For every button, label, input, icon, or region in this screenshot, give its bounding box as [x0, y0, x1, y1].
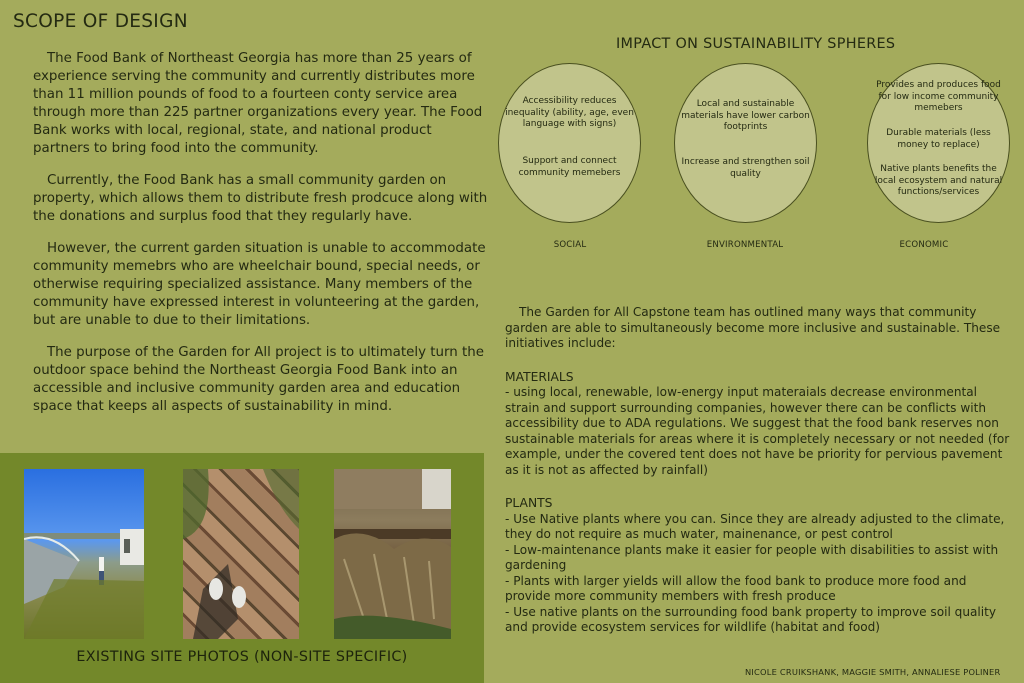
- social-text-a: Accessibility reduces inequality (ability, age, even language with signs): [505, 96, 634, 129]
- photos-caption: EXISTING SITE PHOTOS (NON-SITE SPECIFIC): [76, 649, 408, 665]
- sphere-label-social: SOCIAL: [553, 240, 587, 250]
- paragraph-garden-limitations: However, the current garden situation is unable to accommodate community memebrs who are wheelchair bound, special needs, or otherwise requiring specialized assistance. Many members of the community have expressed interest in volunteering at the garden, but are unable to due to their limitations.: [33, 241, 486, 328]
- economic-text-c: Native plants benefits the local ecosystem and natural functions/services: [874, 164, 1003, 197]
- authors-credit: NICOLE CRUIKSHANK, MAGGIE SMITH, ANNALIESE POLINER: [745, 667, 1001, 677]
- social-text-b: Support and connect community memebers: [518, 156, 621, 178]
- plants-item: - Plants with larger yields will allow the food bank to produce more food and provide more community members with fresh produce: [505, 573, 967, 603]
- paragraph-food-bank-history: The Food Bank of Northeast Georgia has more than 25 years of experience serving the community and currently distributes more than 11 million pounds of food to a fourteen conty service area through more than 225 partner organizations every year. The Food Bank works with local, regional, state, and national product partners to bring food into the community.: [33, 51, 483, 156]
- paragraph-current-garden: Currently, the Food Bank has a small community garden on property, which allows them to distribute fresh prodcuce along with the donations and surplus food that they regularly have.: [33, 173, 488, 224]
- plants-item: - Use Native plants where you can. Since they are already adjusted to the climate, they do not require as much water, mainenance, or pest control: [505, 511, 1005, 541]
- sphere-economic-circle: [867, 63, 1010, 223]
- site-photo-overgrown-bed: [334, 469, 451, 639]
- economic-text-b: Durable materials (less money to replace): [886, 128, 991, 150]
- materials-text: - using local, renewable, low-energy input materaials decrease environmental strain and support surrounding companies, however there can be conflicts with accessibility due to ADA regulations. We suggest that the food bank reserves non sustainable materials for areas where it is completely necessary or not needed (for example, under the covered tent does not have be priority for pervious pavement as it is not as affected by rainfall): [505, 385, 1010, 477]
- initiatives-intro: The Garden for All Capstone team has outlined many ways that community garden are able to simultaneously become more inclusive and sustainable. These initiatives include:: [505, 305, 1001, 350]
- environmental-text-b: Increase and strengthen soil quality: [681, 157, 810, 179]
- plants-item: - Low-maintenance plants make it easier for people with disabilities to assist with gardening: [505, 542, 999, 572]
- sphere-label-economic: ECONOMIC: [899, 240, 949, 250]
- site-photo-pavers: [183, 469, 299, 639]
- site-photos-panel: [0, 453, 484, 683]
- plants-item: - Use native plants on the surrounding food bank property to improve soil quality and provide ecosystem services for wildlife (habitat and food): [505, 604, 997, 634]
- site-photo-greenhouse: [24, 469, 144, 639]
- sphere-label-environmental: ENVIRONMENTAL: [706, 240, 784, 250]
- greenhouse-illustration: [24, 469, 144, 639]
- economic-text-a: Provides and produces food for low income community memebers: [876, 80, 1001, 113]
- impact-heading: IMPACT ON SUSTAINABILITY SPHERES: [616, 36, 896, 52]
- sphere-social-circle: [498, 63, 641, 223]
- paragraph-project-purpose: The purpose of the Garden for All project is to ultimately turn the outdoor space behind the Northeast Georgia Food Bank into an accessible and inclusive community garden area and education space that keeps all aspects of sustainability in mind.: [33, 345, 484, 414]
- materials-section: [505, 370, 1013, 479]
- overgrown-bed-illustration: [334, 469, 451, 639]
- plants-heading: PLANTS: [505, 496, 553, 510]
- scope-text: [33, 50, 488, 430]
- sphere-environmental-circle: [674, 63, 817, 223]
- pavers-illustration: [183, 469, 299, 639]
- environmental-text-a: Local and sustainable materials have lower carbon footprints: [681, 99, 810, 132]
- materials-heading: MATERIALS: [505, 369, 574, 384]
- page-title: SCOPE OF DESIGN: [13, 11, 188, 32]
- initiatives-text: [505, 305, 1013, 654]
- plants-section: [505, 496, 1013, 636]
